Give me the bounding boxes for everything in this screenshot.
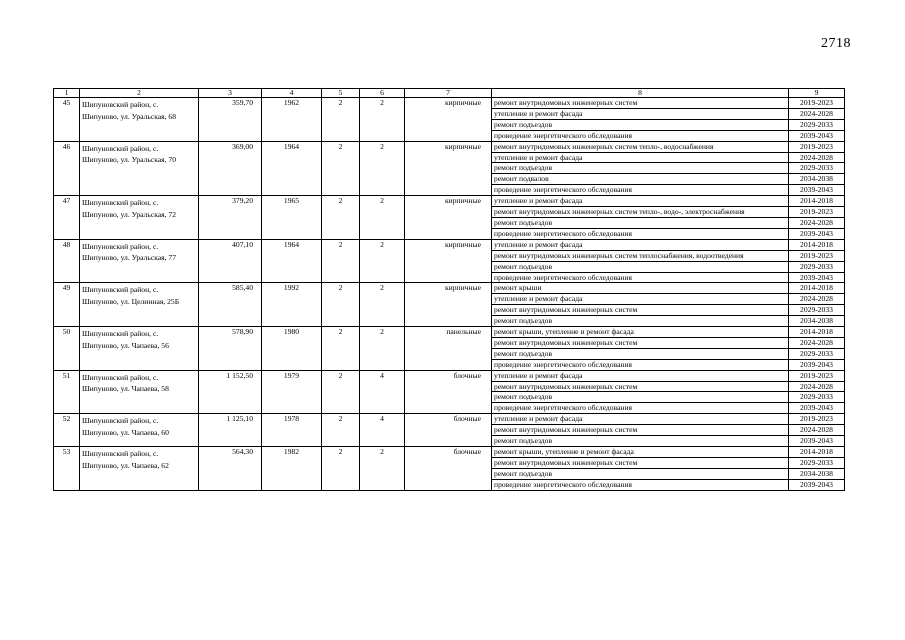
column-number: 1 <box>54 89 80 98</box>
house-area: 379,20 <box>199 196 262 240</box>
column-number-row <box>54 89 845 98</box>
page-number: 2718 <box>821 36 851 51</box>
work-period: 2029-2033 <box>789 261 845 272</box>
house-address: Шипуновский район, с. Шипуново, ул. Чапаева, 62 <box>80 447 199 491</box>
table-row <box>54 327 845 338</box>
house-area: 585,40 <box>199 283 262 327</box>
house-number: 52 <box>54 414 80 447</box>
work-type: ремонт подъездов <box>492 119 789 130</box>
work-type: утепление и ремонт фасада <box>492 108 789 119</box>
work-period: 2014-2018 <box>789 447 845 458</box>
work-period: 2029-2033 <box>789 457 845 468</box>
work-type: проведение энергетического обследования <box>492 130 789 141</box>
work-period: 2019-2023 <box>789 414 845 425</box>
work-period: 2034-2038 <box>789 174 845 185</box>
work-period: 2014-2018 <box>789 239 845 250</box>
work-period: 2039-2043 <box>789 436 845 447</box>
floor-count: 2 <box>322 141 360 196</box>
entrance-count: 2 <box>360 196 405 240</box>
table-row <box>54 370 845 381</box>
work-type: утепление и ремонт фасада <box>492 370 789 381</box>
work-period: 2024-2028 <box>789 337 845 348</box>
entrance-count: 2 <box>360 141 405 196</box>
wall-material: кирпичные <box>405 239 492 283</box>
work-type: ремонт подъездов <box>492 436 789 447</box>
house-area: 578,90 <box>199 327 262 371</box>
work-type: ремонт подъездов <box>492 217 789 228</box>
work-type: утепление и ремонт фасада <box>492 152 789 163</box>
column-number: 2 <box>80 89 199 98</box>
wall-material: панельные <box>405 327 492 371</box>
house-area: 369,00 <box>199 141 262 196</box>
table-body <box>54 89 845 491</box>
work-period: 2014-2018 <box>789 283 845 294</box>
wall-material: кирпичные <box>405 98 492 142</box>
house-number: 53 <box>54 447 80 491</box>
work-period: 2034-2038 <box>789 468 845 479</box>
commission-year: 1982 <box>262 447 322 491</box>
house-address: Шипуновский район, с. Шипуново, ул. Чапаева, 60 <box>80 414 199 447</box>
work-type: ремонт подъездов <box>492 316 789 327</box>
house-number: 51 <box>54 370 80 414</box>
work-type: проведение энергетического обследования <box>492 272 789 283</box>
column-number: 3 <box>199 89 262 98</box>
floor-count: 2 <box>322 239 360 283</box>
work-period: 2039-2043 <box>789 228 845 239</box>
work-period: 2019-2023 <box>789 207 845 218</box>
work-period: 2024-2028 <box>789 294 845 305</box>
floor-count: 2 <box>322 98 360 142</box>
commission-year: 1964 <box>262 239 322 283</box>
house-number: 50 <box>54 327 80 371</box>
work-type: ремонт подъездов <box>492 163 789 174</box>
floor-count: 2 <box>322 327 360 371</box>
column-number: 9 <box>789 89 845 98</box>
house-number: 48 <box>54 239 80 283</box>
commission-year: 1978 <box>262 414 322 447</box>
column-number: 5 <box>322 89 360 98</box>
commission-year: 1992 <box>262 283 322 327</box>
house-address: Шипуновский район, с. Шипуново, ул. Чапаева, 56 <box>80 327 199 371</box>
entrance-count: 2 <box>360 447 405 491</box>
commission-year: 1980 <box>262 327 322 371</box>
work-period: 2014-2018 <box>789 196 845 207</box>
work-type: ремонт подъездов <box>492 348 789 359</box>
wall-material: кирпичные <box>405 141 492 196</box>
floor-count: 2 <box>322 196 360 240</box>
house-number: 47 <box>54 196 80 240</box>
work-type: ремонт внутридомовых инженерных систем тепло-, водоснабжения <box>492 141 789 152</box>
work-type: ремонт внутридомовых инженерных систем <box>492 457 789 468</box>
work-period: 2039-2043 <box>789 359 845 370</box>
work-period: 2024-2028 <box>789 381 845 392</box>
work-period: 2029-2033 <box>789 305 845 316</box>
work-type: ремонт внутридомовых инженерных систем <box>492 98 789 109</box>
work-period: 2029-2033 <box>789 163 845 174</box>
entrance-count: 2 <box>360 239 405 283</box>
work-type: ремонт подъездов <box>492 468 789 479</box>
work-type: ремонт внутридомовых инженерных систем <box>492 337 789 348</box>
table-row <box>54 239 845 250</box>
work-period: 2024-2028 <box>789 425 845 436</box>
work-type: проведение энергетического обследования <box>492 479 789 490</box>
house-area: 1 125,10 <box>199 414 262 447</box>
table-row <box>54 414 845 425</box>
commission-year: 1979 <box>262 370 322 414</box>
floor-count: 2 <box>322 447 360 491</box>
column-number: 7 <box>405 89 492 98</box>
work-type: проведение энергетического обследования <box>492 359 789 370</box>
work-period: 2024-2028 <box>789 108 845 119</box>
work-period: 2014-2018 <box>789 327 845 338</box>
entrance-count: 2 <box>360 283 405 327</box>
work-type: ремонт подъездов <box>492 392 789 403</box>
work-period: 2019-2023 <box>789 98 845 109</box>
wall-material: блочные <box>405 370 492 414</box>
work-type: ремонт внутридомовых инженерных систем теплоснабжения, водоотведения <box>492 250 789 261</box>
work-period: 2024-2028 <box>789 152 845 163</box>
work-type: ремонт внутридомовых инженерных систем <box>492 425 789 436</box>
house-address: Шипуновский район, с. Шипуново, ул. Уральская, 77 <box>80 239 199 283</box>
work-type: утепление и ремонт фасада <box>492 414 789 425</box>
table-row <box>54 196 845 207</box>
house-number: 49 <box>54 283 80 327</box>
work-type: утепление и ремонт фасада <box>492 196 789 207</box>
work-type: утепление и ремонт фасада <box>492 294 789 305</box>
work-type: ремонт внутридомовых инженерных систем <box>492 381 789 392</box>
column-number: 8 <box>492 89 789 98</box>
work-type: ремонт внутридомовых инженерных систем тепло-, водо-, электроснабжения <box>492 207 789 218</box>
house-address: Шипуновский район, с. Шипуново, ул. Целинная, 25Б <box>80 283 199 327</box>
work-type: проведение энергетического обследования <box>492 228 789 239</box>
work-type: ремонт подъездов <box>492 261 789 272</box>
floor-count: 2 <box>322 283 360 327</box>
work-type: ремонт крыши, утепление и ремонт фасада <box>492 447 789 458</box>
house-area: 1 152,50 <box>199 370 262 414</box>
house-address: Шипуновский район, с. Шипуново, ул. Уральская, 72 <box>80 196 199 240</box>
work-type: ремонт внутридомовых инженерных систем <box>492 305 789 316</box>
repair-program-table <box>53 88 845 491</box>
entrance-count: 4 <box>360 370 405 414</box>
table-row <box>54 141 845 152</box>
column-number: 4 <box>262 89 322 98</box>
wall-material: кирпичные <box>405 283 492 327</box>
house-area: 407,10 <box>199 239 262 283</box>
work-type: проведение энергетического обследования <box>492 403 789 414</box>
wall-material: блочные <box>405 447 492 491</box>
floor-count: 2 <box>322 414 360 447</box>
work-period: 2029-2033 <box>789 348 845 359</box>
commission-year: 1965 <box>262 196 322 240</box>
house-area: 359,70 <box>199 98 262 142</box>
entrance-count: 2 <box>360 327 405 371</box>
work-type: проведение энергетического обследования <box>492 185 789 196</box>
entrance-count: 2 <box>360 98 405 142</box>
house-number: 45 <box>54 98 80 142</box>
work-type: ремонт подвалов <box>492 174 789 185</box>
floor-count: 2 <box>322 370 360 414</box>
house-area: 564,30 <box>199 447 262 491</box>
house-address: Шипуновский район, с. Шипуново, ул. Чапаева, 58 <box>80 370 199 414</box>
house-address: Шипуновский район, с. Шипуново, ул. Уральская, 68 <box>80 98 199 142</box>
work-period: 2039-2043 <box>789 272 845 283</box>
commission-year: 1962 <box>262 98 322 142</box>
work-period: 2024-2028 <box>789 217 845 228</box>
work-period: 2029-2033 <box>789 392 845 403</box>
work-period: 2039-2043 <box>789 479 845 490</box>
work-period: 2034-2038 <box>789 316 845 327</box>
table-row <box>54 98 845 109</box>
house-address: Шипуновский район, с. Шипуново, ул. Уральская, 70 <box>80 141 199 196</box>
work-type: ремонт крыши <box>492 283 789 294</box>
work-period: 2019-2023 <box>789 141 845 152</box>
entrance-count: 4 <box>360 414 405 447</box>
wall-material: кирпичные <box>405 196 492 240</box>
house-number: 46 <box>54 141 80 196</box>
work-period: 2039-2043 <box>789 403 845 414</box>
work-period: 2019-2023 <box>789 370 845 381</box>
wall-material: блочные <box>405 414 492 447</box>
work-period: 2029-2033 <box>789 119 845 130</box>
work-type: ремонт крыши, утепление и ремонт фасада <box>492 327 789 338</box>
table-row <box>54 447 845 458</box>
work-type: утепление и ремонт фасада <box>492 239 789 250</box>
table-row <box>54 283 845 294</box>
work-period: 2019-2023 <box>789 250 845 261</box>
work-period: 2039-2043 <box>789 130 845 141</box>
column-number: 6 <box>360 89 405 98</box>
work-period: 2039-2043 <box>789 185 845 196</box>
commission-year: 1964 <box>262 141 322 196</box>
